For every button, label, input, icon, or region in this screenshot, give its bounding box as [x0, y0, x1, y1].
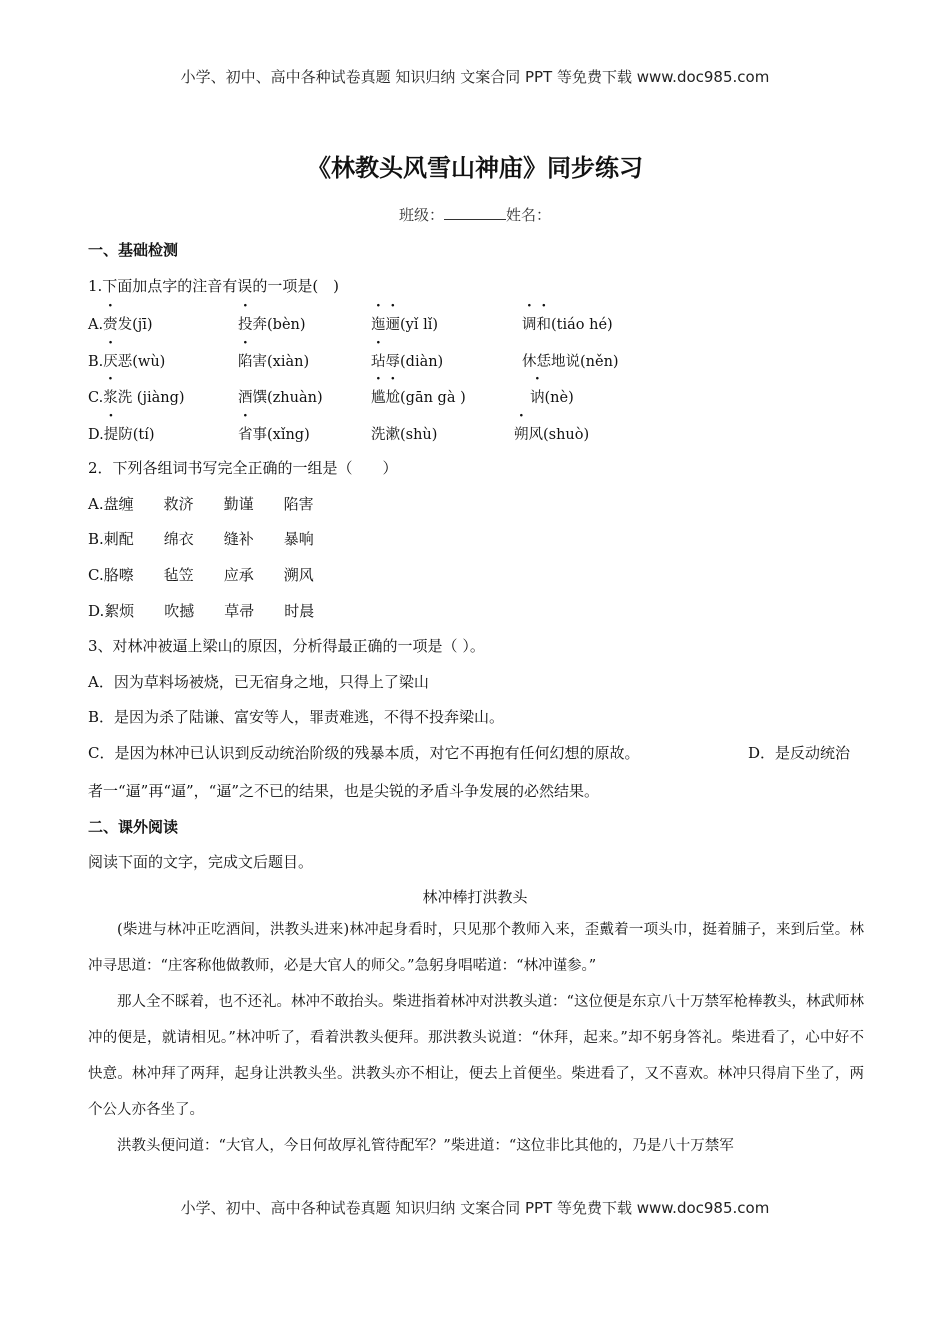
q1-option-c-item-3: [371, 386, 466, 407]
pinyin-text: (gān gà ): [400, 390, 466, 406]
dotted-char: 省: [238, 427, 253, 443]
dotted-char: 提: [103, 427, 119, 443]
passage-paragraph-1: (柴进与林冲正吃酒间，洪教头进来)林冲起身看时，只见那个教师入来，歪戴着一项头巾，挺着脯子，来到后堂。林冲寻思道：“庄客称他做教师，必是大官人的师父。”急躬身唱喏道：“林冲谨参。”: [88, 922, 864, 974]
option-letter: D.: [88, 427, 104, 443]
q1-option-b-item-2: [238, 350, 309, 371]
section2-heading: 二、课外阅读: [88, 818, 179, 836]
passage-paragraph-3: 洪教头便问道：“大官人，今日何故厚礼管待配军？”柴进道：“这位非比其他的，乃是八十万禁军: [117, 1138, 734, 1154]
q1-option-a-item-1: [88, 313, 153, 334]
dotted-char: 讷: [530, 390, 545, 406]
q3-stem: 3、对林冲被逼上梁山的原因，分析得最正确的一项是（ ）。: [88, 637, 485, 655]
q1-option-b-item-1: [88, 350, 165, 371]
dotted-char: 赍: [103, 317, 118, 333]
q3-option-b: B．是因为杀了陆谦、富安等人，罪责难逃，不得不投奔梁山。: [88, 708, 505, 726]
class-name-line: [0, 204, 950, 225]
pinyin-text: (yǐ lǐ): [400, 317, 439, 333]
document-title: 《林教头风雪山神庙》同步练习: [307, 154, 643, 182]
q3-option-d-start: D．是反动统治: [748, 744, 851, 762]
q1-option-c-item-4: [530, 386, 574, 407]
q1-option-d-item-4: [514, 423, 589, 444]
class-blank: [444, 205, 506, 220]
q2-option-d: D.絮烦 吹撼 草帚 时晨: [88, 602, 315, 620]
reading-instruction: 阅读下面的文字，完成文后题目。: [88, 853, 314, 871]
q2-option-a: A.盘缠 救济 勤谨 陷害: [88, 495, 314, 513]
dotted-char: 投: [238, 317, 253, 333]
dotted-char: 迤: [371, 317, 386, 333]
option-letter: A.: [88, 317, 104, 333]
q2-option-b: B.刺配 绵衣 缝补 暴响: [88, 530, 314, 548]
q1-option-d-item-1: [88, 423, 155, 444]
pinyin-text: 洗漱(shù): [371, 427, 438, 443]
dotted-char: 厌: [103, 354, 118, 370]
q1-option-d-item-2: [238, 423, 310, 444]
pinyin-text: 洗 (jiàng): [117, 390, 185, 406]
page-header: 小学、初中、高中各种试卷真题 知识归纳 文案合同 PPT 等免费下载 www.doc985.com: [180, 68, 770, 86]
dotted-char: 尴: [371, 390, 386, 406]
pinyin-text: 害(xiàn): [252, 354, 310, 370]
option-letter: C.: [88, 390, 104, 406]
pinyin-text: 休恁地说(něn): [522, 354, 619, 370]
dotted-char: 逦: [385, 317, 400, 333]
q2-option-c: C.胳嚓 毡笠 应承 溯风: [88, 566, 314, 584]
name-label: 姓名：: [506, 206, 552, 224]
option-letter: B.: [88, 354, 104, 370]
pinyin-text: 辱(diàn): [385, 354, 444, 370]
pinyin-text: 恶(wù): [117, 354, 166, 370]
dotted-char: 尬: [385, 390, 400, 406]
q1-option-a-item-2: [238, 313, 306, 334]
dotted-char: 调: [522, 317, 537, 333]
q1-option-a-item-3: [371, 313, 438, 334]
passage-title: 林冲棒打洪教头: [422, 888, 528, 906]
q1-option-c-item-1: [88, 386, 185, 407]
q1-option-d-item-3: [371, 423, 437, 444]
class-label: 班级：: [398, 206, 444, 224]
q3-option-a: A．因为草料场被烧，已无宿身之地，只得上了梁山: [88, 673, 429, 691]
dotted-char: 朔: [514, 427, 529, 443]
pinyin-text: 奔(bèn): [252, 317, 306, 333]
pinyin-text: (nè): [544, 390, 574, 406]
pinyin-text: 酒馔(zhuàn): [238, 390, 323, 406]
q3-option-c: C．是因为林冲已认识到反动统治阶级的残暴本质，对它不再抱有任何幻想的原故。: [88, 744, 640, 762]
q1-stem: 1.下面加点字的注音有误的一项是( ): [88, 277, 340, 295]
pinyin-text: 防(tí): [118, 427, 155, 443]
q1-option-c-item-2: [238, 386, 323, 407]
pinyin-text: 发(jī): [117, 317, 153, 333]
page-footer: 小学、初中、高中各种试卷真题 知识归纳 文案合同 PPT 等免费下载 www.doc985.com: [180, 1199, 770, 1217]
pinyin-text: 风(shuò): [528, 427, 590, 443]
passage-paragraph-2: 那人全不睬着，也不还礼。林冲不敢抬头。柴进指着林冲对洪教头道：“这位便是东京八十万禁军枪棒教头，林武师林冲的便是，就请相见。”林冲听了，看着洪教头便拜。那洪教头说道：“休拜，起来。”却不躬身答礼。柴进看了，心中好不快意。林冲拜了两拜，起身让洪教头坐。洪教头亦不相让，便去上首便坐。柴进看了，又不喜欢。林冲只得肩下坐了，两个公人亦各坐了。: [88, 994, 864, 1118]
section1-heading: 一、基础检测: [88, 241, 179, 259]
q1-option-b-item-4: [522, 350, 619, 371]
q1-option-a-item-4: [522, 313, 613, 334]
pinyin-text: (tiáo hé): [551, 317, 613, 333]
pinyin-text: 事(xǐng): [252, 427, 310, 443]
q1-option-b-item-3: [371, 350, 443, 371]
q2-stem: 2．下列各组词书写完全正确的一组是（ ）: [88, 459, 398, 477]
dotted-char: 陷: [238, 354, 253, 370]
dotted-char: 浆: [103, 390, 118, 406]
q3-option-d-cont: 者一“逼”再“逼”，“逼”之不已的结果，也是尖锐的矛盾斗争发展的必然结果。: [88, 782, 600, 800]
dotted-char: 和: [536, 317, 551, 333]
dotted-char: 玷: [371, 354, 386, 370]
